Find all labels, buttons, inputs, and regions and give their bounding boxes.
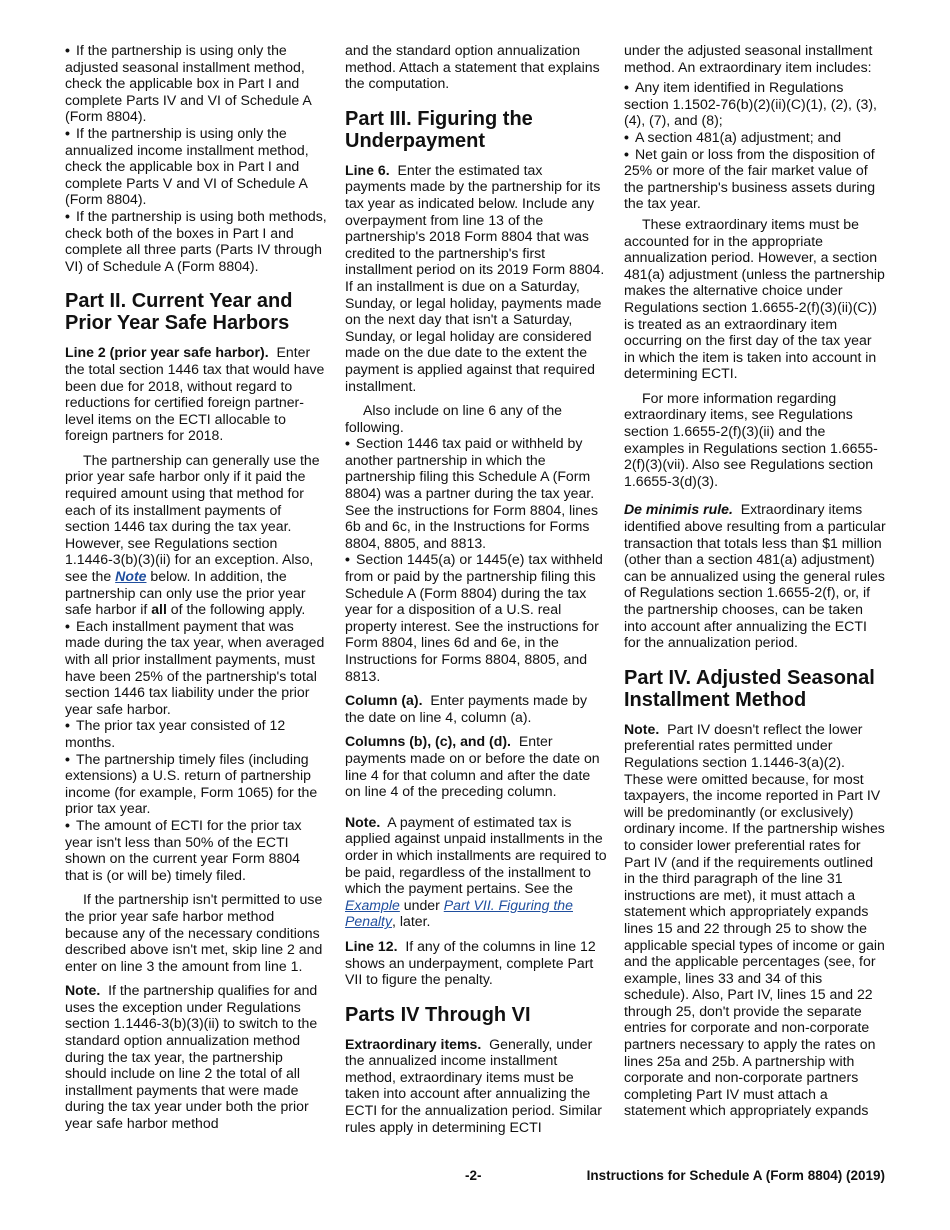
condition-bullet-3: • The partnership timely files (including extensions) a U.S. return of partnership income (for example, Form 1065) for the prior tax year.	[65, 751, 327, 817]
note-payment-text-2: under	[403, 896, 440, 913]
note-payment-text-1: A payment of estimated tax is applied against unpaid installments in the order in which installments are required to be paid, regardless of the installment to which the payment pertains. See the	[345, 813, 607, 897]
note-payment-text-3: , later.	[392, 913, 431, 930]
paragraph-note	[65, 982, 327, 1131]
safe-harbor-text-3: of the following apply.	[170, 601, 306, 618]
note-link[interactable]: Note	[115, 568, 147, 585]
column-right	[624, 42, 886, 1127]
condition-bullet-2: • The prior tax year consisted of 12 months.	[65, 717, 327, 750]
column-a-lead: Column (a).	[345, 692, 423, 709]
columns-bcd-text: Enter payments made on or before the date on line 4 for that column and after the date on line 4 of the preceding column.	[345, 733, 600, 800]
column-left	[65, 42, 327, 1140]
paragraph-extraordinary-items	[345, 1036, 607, 1136]
extraordinary-text: Generally, under the annualized income installment method, extraordinary items must be taken into account after annualizing the ECTI for the annualization period. Similar rules apply in determining ECTI	[345, 1035, 602, 1135]
bullet-481a: • A section 481(a) adjustment; and	[624, 129, 886, 146]
line-6-text: Enter the estimated tax payments made by the partnership for its tax year as indicated below. Include any overpayment from line 13 of the partnership's 2018 Form 8804 that was credited to the partnership's first installment period on its 2019 Form 8804. If an installment is due on a Saturday, Sunday, or legal holiday, payments made on the next day that isn't a Saturday, Sunday, or legal holiday are considered made on the due date to the extent the payment is applied against that required installment.	[345, 161, 605, 394]
example-link[interactable]: Example	[345, 896, 400, 913]
paragraph-columns-bcd	[345, 733, 607, 799]
part-7-link[interactable]: Part VII. Figuring the Penalty	[345, 896, 573, 930]
heading-part-4: Part IV. Adjusted Seasonal Installment Method	[624, 666, 875, 711]
condition-bullet-1: • Each installment payment that was made during the tax year, when averaged with all prior installment payments, must have been 25% of the partnership's total section 1446 tax liability under the prior year safe harbor.	[65, 618, 327, 718]
paragraph-safe-harbor-general	[65, 452, 327, 618]
column-a-text: Enter payments made by the date on line 4, column (a).	[345, 692, 588, 725]
bullet-annualized-income: • If the partnership is using only the annualized income installment method, check the applicable box in Part I and complete Parts V and VI of Schedule A (Form 8804).	[65, 125, 327, 208]
column-middle	[345, 42, 607, 1143]
line-2-text: Enter the total section 1446 tax that would have been due for 2018, without regard to reductions for certified foreign partner-level items on the ECTI allocable to foreign partners for 2018.	[65, 344, 325, 444]
paragraph-continuation: and the standard option annualization method. Attach a statement that explains the computation.	[345, 42, 600, 92]
all-emphasis: all	[151, 601, 167, 618]
note-lead: Note.	[65, 982, 101, 999]
paragraph-line-12	[345, 938, 607, 988]
document-title: Instructions for Schedule A (Form 8804) (2019)	[586, 1168, 885, 1183]
paragraph-not-permitted: If the partnership isn't permitted to use the prior year safe harbor method because any of the necessary conditions described above isn't met, skip line 2 and enter on line 3 the amount from line 1.	[65, 891, 323, 974]
page-footer	[65, 1168, 885, 1186]
paragraph-extraordinary-accounted: These extraordinary items must be accounted for in the appropriate annualization period. However, a section 481(a) adjustment (unless the partnership makes the alternative choice under Regulations section 1.6655-2(f)(3)(ii)(C)) is treated as an extraordinary item occurring on the first day of the tax year in which the item is taken into account in determining ECTI.	[624, 215, 885, 382]
line-6-lead: Line 6.	[345, 161, 390, 178]
heading-parts-4-6: Parts IV Through VI	[345, 1003, 531, 1026]
line-2-lead: Line 2 (prior year safe harbor).	[65, 344, 269, 361]
part-4-note-lead: Note.	[624, 720, 660, 737]
extraordinary-lead: Extraordinary items.	[345, 1035, 482, 1052]
note-text: If the partnership qualifies for and uses the exception under Regulations section 1.1446-3(b)(3)(ii) to switch to the standard option annualization method during the tax year, the partnership should include on line 2 the total of all installment payments that were made during the tax year under both the prior year safe harbor method	[65, 982, 318, 1132]
condition-bullet-4: • The amount of ECTI for the prior tax year isn't less than 50% of the ECTI shown on the current year Form 8804 that is (or will be) timely filed.	[65, 817, 327, 883]
columns-bcd-lead: Columns (b), (c), and (d).	[345, 733, 511, 750]
paragraph-de-minimis	[624, 501, 886, 650]
paragraph-also-include: Also include on line 6 any of the following.	[345, 402, 563, 435]
de-minimis-lead: De minimis rule.	[624, 501, 733, 518]
paragraph-line-2	[65, 344, 327, 444]
paragraph-column-a	[345, 692, 607, 725]
heading-part-2: Part II. Current Year and Prior Year Safe Harbors	[65, 290, 293, 335]
safe-harbor-text-1: The partnership can generally use the prior year safe harbor only if it paid the required amount using that method for each of its installment payments of section 1446 tax during the tax year. However, see Regulations section 1.1446-3(b)(3)(ii) for an exception. Also, see the	[65, 451, 320, 585]
de-minimis-text: Extraordinary items identified above resulting from a particular transaction that totals less than $1 million (other than a section 481(a) adjustment) can be annualized using the general rules of Regulations section 1.6655-2(f), or, if the partnership chooses, can be taken into account after annualizing the ECTI for the annualization period.	[624, 501, 886, 651]
heading-part-3: Part III. Figuring the Underpayment	[345, 107, 533, 152]
page-number: -2-	[465, 1168, 482, 1183]
bullet-adjusted-seasonal: • If the partnership is using only the adjusted seasonal installment method, check the applicable box in Part I and complete Parts IV and VI of Schedule A (Form 8804).	[65, 42, 327, 125]
line-12-text: If any of the columns in line 12 shows an underpayment, complete Part VII to figure the penalty.	[345, 937, 596, 988]
bullet-both-methods: • If the partnership is using both methods, check both of the boxes in Part I and complete all three parts (Parts IV through VI) of Schedule A (Form 8804).	[65, 208, 327, 274]
safe-harbor-text-2: below. In addition, the partnership can only use the prior year safe harbor if	[65, 568, 306, 618]
paragraph-part-4-note	[624, 721, 886, 1119]
bullet-net-gain: • Net gain or loss from the disposition of 25% or more of the fair market value of the partnership's business assets during the tax year.	[624, 146, 886, 212]
part-4-note-text: Part IV doesn't reflect the lower preferential rates permitted under Regulations section 1.1446-3(a)(2). These were omitted because, for most taxpayers, the income reported in Part IV will be predominantly (or exclusively) ordinary income. If the partnership wishes to consider lower preferential rates for Part IV (and if the requirements outlined in the third paragraph of the line 31 instructions are met), it must attach a statement which appropriately expands lines 15 and 22 through 25 to show the applicable special types of income or gain and the applicable percentages (see, for example, lines 33 and 34 of this schedule). Also, Part IV, lines 15 and 22 through 25, don't provide the separate entries for corporate and non-corporate partners necessary to apply the rates on lines 25a and 25b. A partnership with corporate and non-corporate partners completing Part IV must attach a statement which appropriately expands	[624, 720, 885, 1119]
bullet-section-1446: • Section 1446 tax paid or withheld by another partnership in which the partnership filing this Schedule A (Form 8804) was a partner during the tax year. See the instructions for Form 8804, lines 6b and 6c, in the Instructions for Forms 8804, 8805, and 8813.	[345, 435, 607, 551]
bullet-section-1445: • Section 1445(a) or 1445(e) tax withheld from or paid by the partnership filing this Schedule A (Form 8804) during the tax year for a disposition of a U.S. real property interest. See the instructions for Form 8804, lines 6d and 6e, in the Instructions for Forms 8804, 8805, and 8813.	[345, 551, 607, 684]
line-12-lead: Line 12.	[345, 937, 398, 954]
paragraph-continuation-right: under the adjusted seasonal installment method. An extraordinary item includes:	[624, 42, 873, 75]
paragraph-note-payment	[345, 814, 607, 930]
paragraph-line-6	[345, 162, 607, 394]
paragraph-more-info: For more information regarding extraordinary items, see Regulations section 1.6655-2(f)(3)(ii) and the examples in Regulations section 1.6655-2(f)(3)(vii). Also see Regulations section 1.6655-3(d)(3).	[624, 389, 878, 489]
bullet-regulations-item: • Any item identified in Regulations section 1.1502-76(b)(2)(ii)(C)(1), (2), (3), (4), (7), and (8);	[624, 79, 886, 129]
note-payment-lead: Note.	[345, 813, 381, 830]
